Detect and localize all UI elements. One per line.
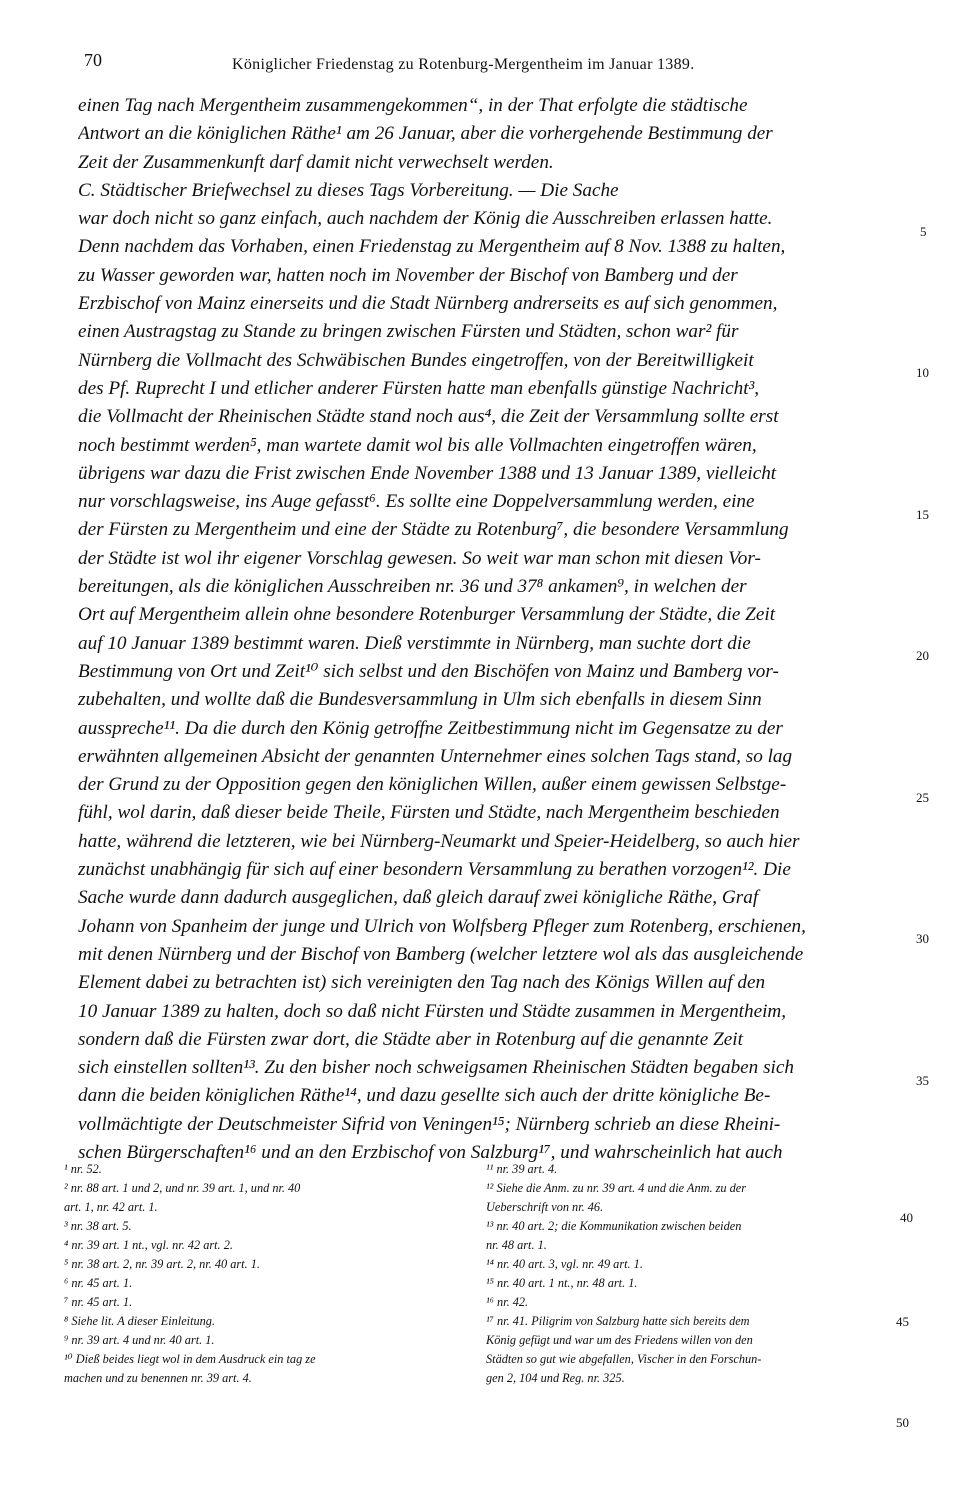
text-line: der Fürsten zu Mergentheim und eine der Städte zu Rotenburg⁷, die besondere Versammlung: [78, 519, 789, 541]
line-number: 30: [916, 931, 929, 946]
footnotes-right-column: [486, 1160, 896, 1388]
footnote-line-number: 45: [896, 1314, 909, 1329]
text-line: Bestimmung von Ort und Zeit¹⁰ sich selbst und den Bischöfen von Mainz und Bamberg vor-: [78, 660, 779, 682]
text-line: sondern daß die Fürsten zwar dort, die Städte aber in Rotenburg auf die genannte Zeit: [78, 1028, 743, 1050]
text-line: ausspreche¹¹. Da die durch den König getroffne Zeitbestimmung nicht im Gegensatze zu der: [78, 717, 783, 739]
text-line: bereitungen, als die königlichen Ausschreiben nr. 36 und 37⁸ ankamen⁹, in welchen der: [78, 576, 747, 598]
text-line: sich einstellen sollten¹³. Zu den bisher noch schweigsamen Rheinischen Städten begaben sich: [78, 1057, 794, 1079]
line-number: 10: [916, 365, 929, 380]
footnote-line: ⁴ nr. 39 art. 1 nt., vgl. nr. 42 art. 2.: [64, 1238, 233, 1252]
text-line: vollmächtigte der Deutschmeister Sifrid von Veningen¹⁵; Nürnberg schrieb an diese Rheini-: [78, 1113, 781, 1135]
text-line: der Grund zu der Opposition gegen den königlichen Willen, außer einem gewissen Selbstge-: [78, 774, 787, 796]
footnote-line: ¹⁰ Dieß beides liegt wol in dem Ausdruck ein tag ze: [64, 1352, 316, 1366]
text-line: Erzbischof von Mainz einerseits und die Stadt Nürnberg andrerseits es auf sich genommen,: [78, 293, 778, 315]
footnote-line: Städten so gut wie abgefallen, Vischer in den Forschun-: [486, 1352, 762, 1366]
section-heading-line: C. Städtischer Briefwechsel zu dieses Tags Vorbereitung. — Die Sache: [78, 179, 619, 201]
text-line: Zeit der Zusammenkunft darf damit nicht verwechselt werden.: [78, 151, 554, 173]
footnote-line: ³ nr. 38 art. 5.: [64, 1219, 132, 1233]
footnote-line: Ueberschrift von nr. 46.: [486, 1200, 604, 1214]
text-line: schen Bürgerschaften¹⁶ und an den Erzbischof von Salzburg¹⁷, und wahrscheinlich hat auch: [78, 1141, 783, 1163]
footnote-line: ⁷ nr. 45 art. 1.: [64, 1295, 133, 1309]
footnote-line: ¹⁴ nr. 40 art. 3, vgl. nr. 49 art. 1.: [486, 1257, 643, 1271]
footnote-line: ⁶ nr. 45 art. 1.: [64, 1276, 133, 1290]
text-line: übrigens war dazu die Frist zwischen Ende November 1388 und 13 Januar 1389, vielleicht: [78, 462, 777, 484]
text-line: hatte, während die letzteren, wie bei Nürnberg-Neumarkt und Speier-Heidelberg, so auch hier: [78, 830, 800, 852]
text-line: 10 Januar 1389 zu halten, doch so daß nicht Fürsten und Städte zusammen in Mergentheim,: [78, 1000, 787, 1022]
footnote-line: nr. 48 art. 1.: [486, 1238, 547, 1252]
footnote-line: ¹¹ nr. 39 art. 4.: [486, 1162, 558, 1176]
text-line: noch bestimmt werden⁵, man wartete damit wol bis alle Vollmachten eingetroffen wären,: [78, 434, 757, 456]
text-line: dann die beiden königlichen Räthe¹⁴, und dazu gesellte sich auch der dritte königliche Be-: [78, 1085, 771, 1107]
text-line: Antwort an die königlichen Räthe¹ am 26 Januar, aber die vorhergehende Bestimmung der: [78, 123, 773, 145]
text-line: Johann von Spanheim der junge und Ulrich von Wolfsberg Pfleger zum Rotenberg, erschienen,: [78, 915, 806, 937]
line-number: 20: [916, 648, 929, 663]
footnote-line: ¹² Siehe die Anm. zu nr. 39 art. 4 und die Anm. zu der: [486, 1181, 747, 1195]
text-line: war doch nicht so ganz einfach, auch nachdem der König die Ausschreiben erlassen hatte.: [78, 208, 773, 230]
text-line: einen Austragstag zu Stande zu bringen zwischen Fürsten und Städten, schon war² für: [78, 321, 739, 343]
text-line: auf 10 Januar 1389 bestimmt waren. Dieß verstimmte in Nürnberg, man suchte dort die: [78, 632, 751, 654]
footnote-line: ¹⁶ nr. 42.: [486, 1295, 529, 1309]
text-line: Denn nachdem das Vorhaben, einen Friedenstag zu Mergentheim auf 8 Nov. 1388 zu halten,: [78, 236, 786, 258]
line-number: 15: [916, 507, 929, 522]
line-number: 25: [916, 790, 929, 805]
footnote-line: ⁹ nr. 39 art. 4 und nr. 40 art. 1.: [64, 1333, 215, 1347]
text-line: einen Tag nach Mergentheim zusammengekommen“, in der That erfolgte die städtische: [78, 95, 748, 116]
text-line: die Vollmacht der Rheinischen Städte stand noch aus⁴, die Zeit der Versammlung sollte erst: [78, 406, 779, 428]
text-line: Nürnberg die Vollmacht des Schwäbischen Bundes eingetroffen, von der Bereitwilligkeit: [78, 349, 754, 371]
text-line: Ort auf Mergentheim allein ohne besondere Rotenburger Versammlung der Städte, die Zeit: [78, 604, 776, 626]
text-line: zu Wasser geworden war, hatten noch im November der Bischof von Bamberg und der: [78, 264, 738, 286]
text-line: Sache wurde dann dadurch ausgeglichen, daß gleich darauf zwei königliche Räthe, Graf: [78, 887, 759, 909]
running-title: Königlicher Friedenstag zu Rotenburg-Mergentheim im Januar 1389.: [232, 56, 695, 73]
footnote-line: ¹³ nr. 40 art. 2; die Kommunikation zwischen beiden: [486, 1219, 742, 1233]
footnote-line: ² nr. 88 art. 1 und 2, und nr. 39 art. 1, und nr. 40: [64, 1181, 301, 1195]
footnote-line: machen und zu benennen nr. 39 art. 4.: [64, 1371, 252, 1385]
footnote-line: ⁸ Siehe lit. A dieser Einleitung.: [64, 1314, 216, 1328]
footnote-line: ⁵ nr. 38 art. 2, nr. 39 art. 2, nr. 40 art. 1.: [64, 1257, 260, 1271]
footnote-line-number: 50: [896, 1415, 909, 1430]
footnote-line-number: 40: [900, 1210, 913, 1225]
footnote-line: ¹⁵ nr. 40 art. 1 nt., nr. 48 art. 1.: [486, 1276, 638, 1290]
text-line: mit denen Nürnberg und der Bischof von Bamberg (welcher letztere wol als das ausgleichende: [78, 943, 804, 965]
footnote-line: König gefügt und war um des Friedens willen von den: [486, 1333, 753, 1347]
text-line: der Städte ist wol ihr eigener Vorschlag gewesen. So weit war man schon mit diesen Vor-: [78, 547, 761, 569]
footnote-line: ¹ nr. 52.: [64, 1162, 102, 1176]
footnote-line: ¹⁷ nr. 41. Piligrim von Salzburg hatte sich bereits dem: [486, 1314, 750, 1328]
footnotes-left-column: [64, 1160, 464, 1388]
text-line: nur vorschlagsweise, ins Auge gefasst⁶. Es sollte eine Doppelversammlung werden, eine: [78, 491, 755, 513]
text-line: zubehalten, und wollte daß die Bundesversammlung in Ulm sich ebenfalls in diesem Sinn: [78, 689, 762, 711]
text-line: zunächst unabhängig für sich auf einer besondern Versammlung zu berathen vorzogen¹². Die: [78, 859, 791, 881]
line-number: 5: [920, 224, 927, 239]
text-line: erwähnten allgemeinen Absicht der genannten Unternehmer eines solchen Tags stand, so lag: [78, 745, 793, 767]
text-line: Element dabei zu betrachten ist) sich vereinigten den Tag nach des Königs Willen auf den: [78, 972, 766, 994]
text-line: des Pf. Ruprecht I und etlicher anderer Fürsten hatte man ebenfalls günstige Nachricht³,: [78, 377, 760, 399]
footnote-line: gen 2, 104 und Reg. nr. 325.: [486, 1371, 625, 1385]
line-number: 35: [916, 1073, 929, 1088]
text-line: fühl, wol darin, daß dieser beide Theile, Fürsten und Städte, nach Mergentheim beschieden: [78, 802, 780, 824]
page-number: 70: [84, 50, 102, 70]
footnote-line: art. 1, nr. 42 art. 1.: [64, 1200, 158, 1214]
main-text: [78, 92, 914, 1167]
